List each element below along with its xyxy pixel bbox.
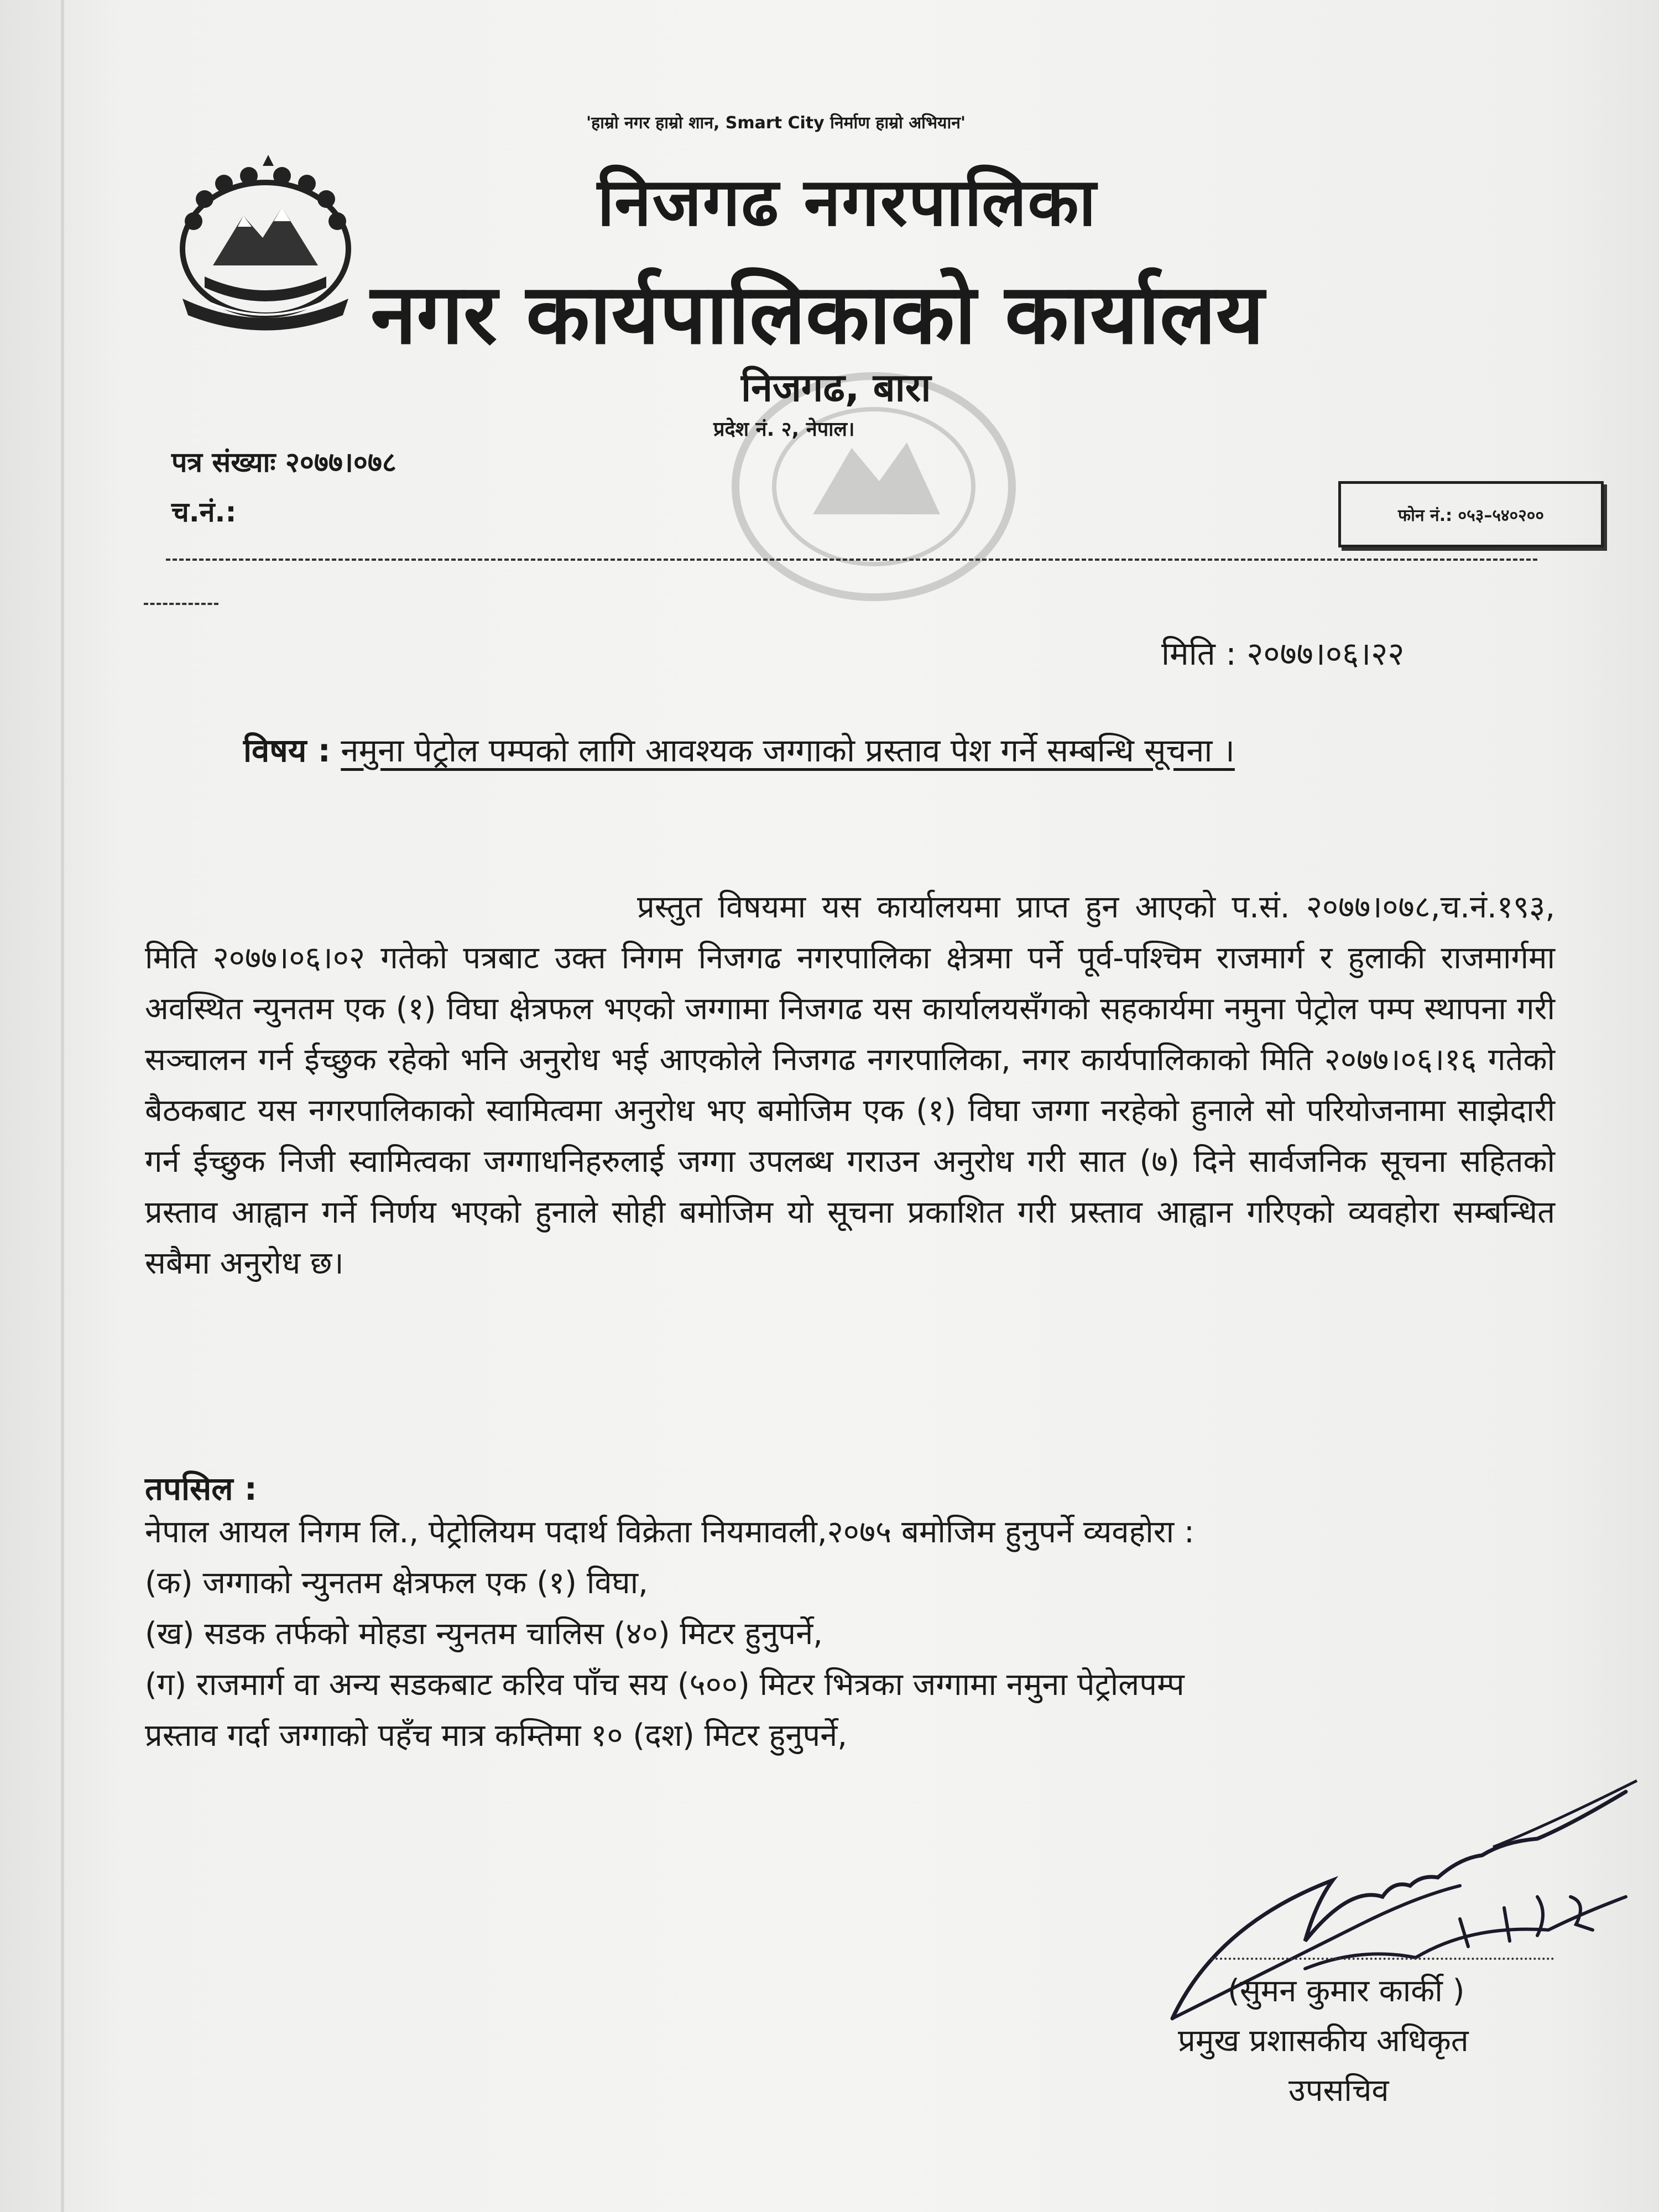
body-paragraph: प्रस्तुत विषयमा यस कार्यालयमा प्राप्त हुन आएको प.सं. २०७७।०७८,च.नं.१९३, मिति २०७७।०६।०२ गतेको पत्रबाट उक्त निगम निजगढ नगरपालिका क्षेत्रमा पर्ने पूर्व-पश्चिम राजमार्ग र हुलाकी राजमार्गमा अवस्थित न्युनतम एक (१) विघा क्षेत्रफल भएको जग्गामा निजगढ यस कार्यालयसँगको सहकार्यमा नमुना पेट्रोल पम्प स्थापना गरी सञ्चालन गर्न ईच्छुक रहेको भनि अनुरोध भई आएकोले निजगढ नगरपालिका, नगर कार्यपालिकाको मिति २०७७।०६।१६ गतेको बैठकबाट यस नगरपालिकाको स्वामित्वमा अनुरोध भए बमोजिम एक (१) विघा जग्गा नरहेको हुनाले सो परियोजनामा साझेदारी गर्न ईच्छुक निजी स्वामित्वका जग्गाधनिहरुलाई जग्गा उपलब्ध गराउन अनुरोध गरी सात (७) दिने सार्वजनिक सूचना सहितको प्रस्ताव आह्वान गर्ने निर्णय भएको हुनाले सोही बमोजिम यो सूचना प्रकाशित गरी प्रस्ताव आह्वान गरिएको व्यवहोरा सम्बन्धित सबैमा अनुरोध छ।	[145, 889, 1555, 1281]
paper-edge	[61, 0, 64, 2212]
office-name: नगर कार्यपालिकाको कार्यालय	[371, 267, 1264, 363]
letter-date: मिति : २०७७।०६।२२	[1161, 635, 1405, 672]
tapasil-list	[145, 1507, 1555, 1761]
signatory-title: प्रमुख प्रशासकीय अधिकृत	[1178, 2023, 1469, 2059]
tapasil-heading: तपसिल :	[145, 1470, 257, 1507]
signatory-post: उपसचिव	[1288, 2073, 1389, 2109]
header-divider	[166, 559, 1537, 561]
nepal-emblem-icon	[160, 155, 371, 337]
signatory-name: (सुमन कुमार कार्की )	[1228, 1973, 1465, 2009]
tapasil-intro: नेपाल आयल निगम लि., पेट्रोलियम पदार्थ विक्रेता नियमावली,२०७५ बमोजिम हुनुपर्ने व्यवहोरा :	[145, 1514, 1194, 1550]
subject-text: नमुना पेट्रोल पम्पको लागि आवश्यक जग्गाको प्रस्ताव पेश गर्ने सम्बन्धि सूचना ।	[341, 732, 1235, 769]
header-divider-tail	[144, 603, 218, 605]
office-address: निजगढ, बारा	[741, 365, 931, 410]
tapasil-item: (ख) सडक तर्फको मोहडा न्युनतम चालिस (४०) मिटर हुनुपर्ने,	[145, 1616, 823, 1652]
subject-label: विषय :	[243, 732, 331, 769]
phone-box	[1338, 481, 1604, 547]
letter-number: पत्र संख्याः २०७७।०७८	[171, 446, 397, 478]
tapasil-item: प्रस्ताव गर्दा जग्गाको पहँच मात्र कम्तिमा १० (दश) मिटर हुनुपर्ने,	[145, 1718, 848, 1754]
phone-number: फोन नं.: ०५३–५४०२००	[1398, 505, 1544, 525]
subject-line	[243, 727, 1235, 771]
tapasil-item: (ग) राजमार्ग वा अन्य सडकबाट करिव पाँच सय (५००) मिटर भित्रका जग्गामा नमुना पेट्रोलपम्प	[145, 1667, 1185, 1703]
tapasil-item: (क) जग्गाको न्युनतम क्षेत्रफल एक (१) विघा,	[145, 1565, 648, 1601]
office-province: प्रदेश नं. २, नेपाल।	[713, 418, 855, 441]
header-slogan: 'हाम्रो नगर हाम्रो शान, Smart City निर्माण हाम्रो अभियान'	[586, 113, 966, 133]
municipality-name: निजगढ नगरपालिका	[597, 164, 1097, 241]
signature-line	[1211, 1958, 1554, 1960]
dispatch-number: च.नं.:	[171, 496, 237, 528]
